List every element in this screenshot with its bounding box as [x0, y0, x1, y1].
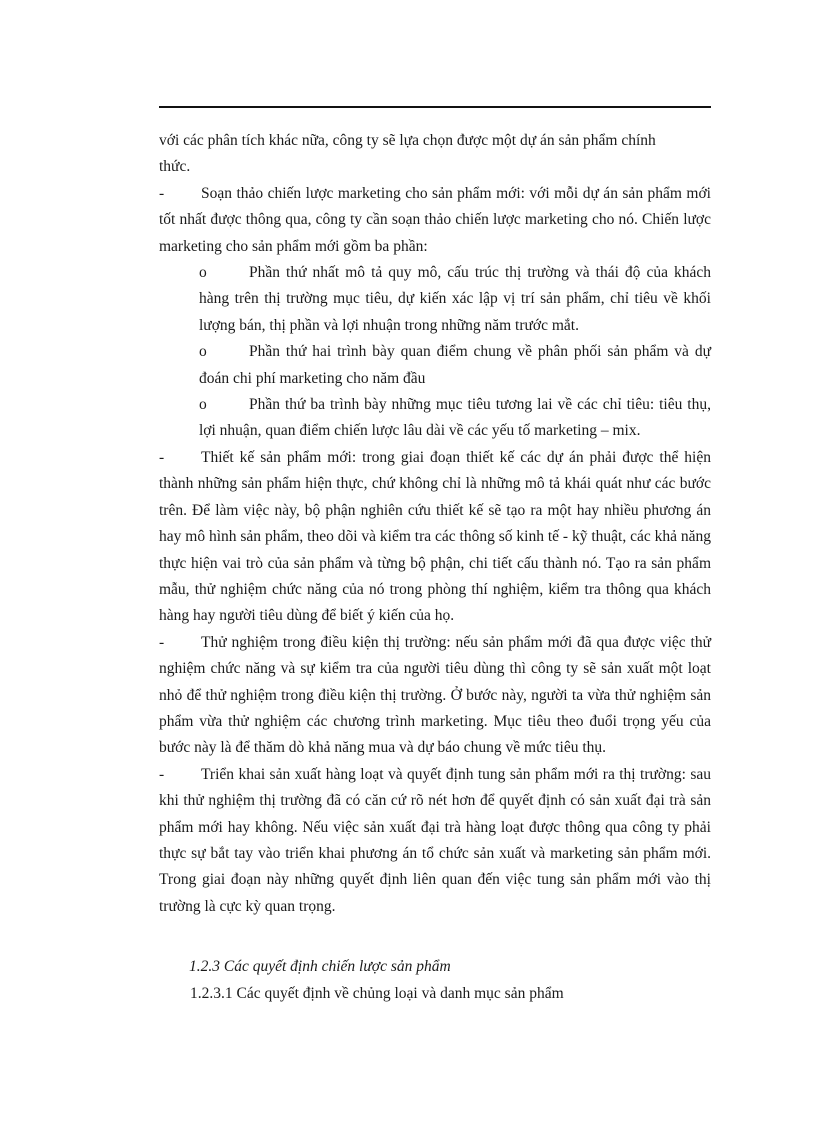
sub-item-2-text: Phần thứ hai trình bày quan điểm chung về phân phối sản phẩm và dự đoán chi phí marketing cho năm đầu: [199, 343, 711, 387]
bullet-dash: -: [159, 633, 165, 651]
subsection-heading: 1.2.3.1 Các quyết định về chủng loại và danh mục sản phẩm: [190, 985, 564, 1002]
body-text: [159, 128, 711, 920]
list-item-marketing-strategy: [159, 181, 711, 260]
intro-paragraph: [159, 128, 711, 181]
section-heading: 1.2.3 Các quyết định chiến lược sản phẩm: [189, 958, 451, 975]
header-rule: [159, 106, 711, 108]
bullet-dash: -: [159, 448, 165, 466]
intro-line-2: thức.: [159, 158, 191, 176]
launch-text: Triển khai sản xuất hàng loạt và quyết định tung sản phẩm mới ra thị trường: sau khi thử nghiệm thị trường đã có căn cứ rõ nét hơn để quyết định có sản xuất đại trà sản phẩm mới hay không. Nếu việc sản xuất đại trà hàng loạt được thông qua công ty phải thực sự bắt tay vào triển khai phương án tổ chức sản xuất và marketing sản phẩm mới. Trong giai đoạn này những quyết định liên quan đến việc tung sản phẩm mới vào thị trường là cực kỳ quan trọng.: [159, 765, 711, 915]
list-item-launch: [159, 762, 711, 920]
bullet-dash: -: [159, 765, 165, 783]
sub-item-1: [199, 260, 711, 339]
sub-bullet-o: o: [199, 396, 207, 414]
sub-item-3: [199, 392, 711, 445]
sub-item-2: [199, 339, 711, 392]
sub-item-3-text: Phần thứ ba trình bày những mục tiêu tương lai về các chỉ tiêu: tiêu thụ, lợi nhuận, quan điểm chiến lược lâu dài về các yếu tố marketing – mix.: [199, 396, 711, 440]
sub-bullet-o: o: [199, 264, 207, 282]
sub-item-1-text: Phần thứ nhất mô tả quy mô, cấu trúc thị trường và thái độ của khách hàng trên thị trường mục tiêu, dự kiến xác lập vị trí sản phẩm, chỉ tiêu về khối lượng bán, thị phần và lợi nhuận trong những năm trước mắt.: [199, 264, 711, 334]
marketing-strategy-text: Soạn thảo chiến lược marketing cho sản phẩm mới: với mỗi dự án sản phẩm mới tốt nhất được thông qua, công ty cần soạn thảo chiến lược marketing cho nó. Chiến lược marketing cho sản phẩm mới gồm ba phần:: [159, 184, 711, 255]
sub-bullet-o: o: [199, 343, 207, 361]
intro-line-1: với các phân tích khác nữa, công ty sẽ lựa chọn được một dự án sản phẩm chính: [159, 132, 656, 149]
bullet-dash: -: [159, 184, 165, 202]
design-text: Thiết kế sản phẩm mới: trong giai đoạn thiết kế các dự án phải được thể hiện thành những sản phẩm hiện thực, chứ không chỉ là những mô tả khái quát như các bước trên. Để làm việc này, bộ phận nghiên cứu thiết kế sẽ tạo ra một hay nhiều phương án hay mô hình sản phẩm, theo dõi và kiểm tra các thông số kinh tế - kỹ thuật, các khả năng thực hiện vai trò của sản phẩm và từng bộ phận, chi tiết cấu thành nó. Tạo ra sản phẩm mẫu, thử nghiệm chức năng của nó trong phòng thí nghiệm, kiểm tra thông qua khách hàng hay người tiêu dùng để biết ý kiến của họ.: [159, 448, 711, 625]
list-item-market-test: [159, 630, 711, 762]
list-item-design: [159, 445, 711, 630]
market-test-text: Thử nghiệm trong điều kiện thị trường: nếu sản phẩm mới đã qua được việc thử nghiệm chức năng và sự kiểm tra của người tiêu dùng thì công ty sẽ sản xuất một loạt nhỏ để thử nghiệm trong điều kiện thị trường. Ở bước này, người ta vừa thử nghiệm sản phẩm vừa thử nghiệm các chương trình marketing. Mục tiêu theo đuổi trọng yếu của bước này là để thăm dò khả năng mua và dự báo chung về mức tiêu thụ.: [159, 633, 711, 757]
